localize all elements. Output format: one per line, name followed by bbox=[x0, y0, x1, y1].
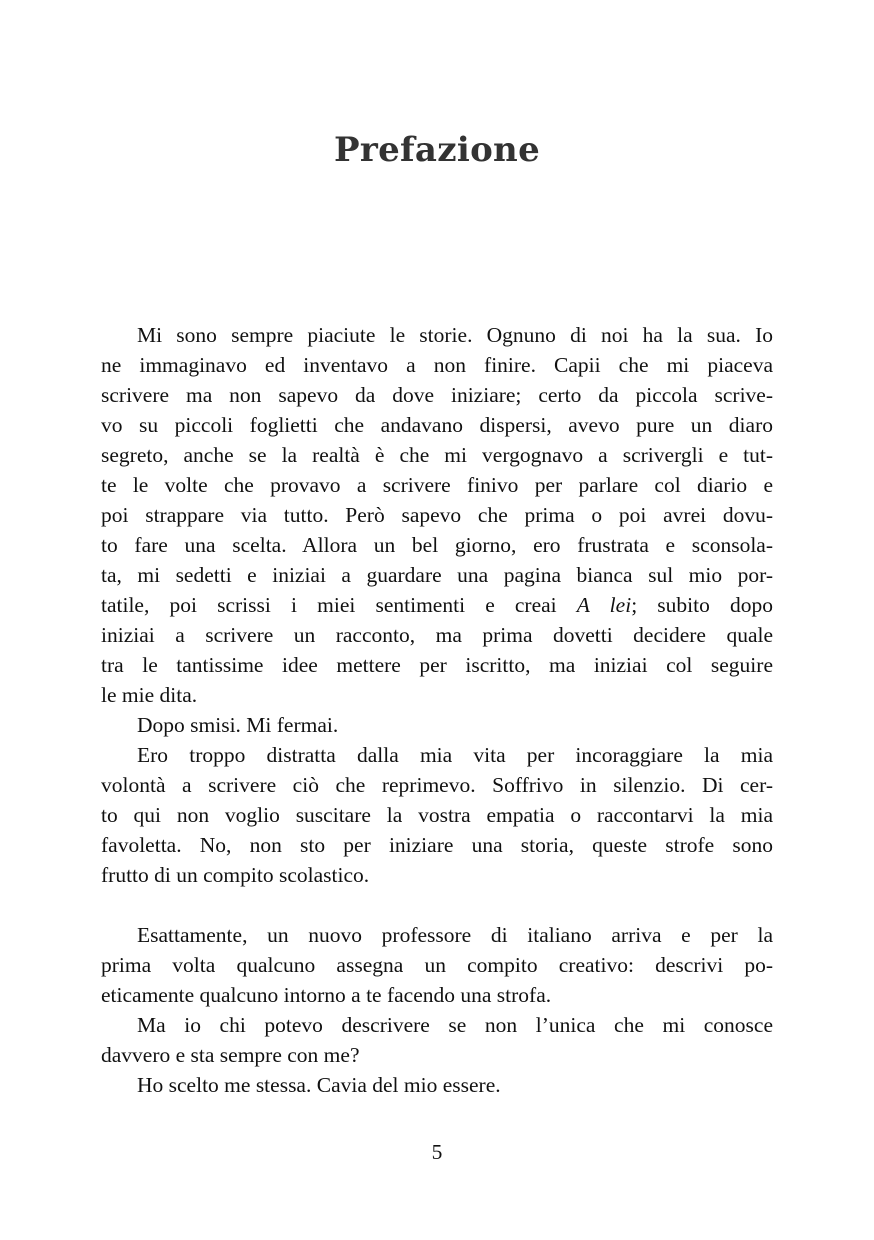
text-line: volontà a scrivere ciò che reprimevo. Soffrivo in silenzio. Di cer- bbox=[101, 773, 773, 797]
text-line: frutto di un compito scolastico. bbox=[101, 863, 370, 887]
text-line: Mi sono sempre piaciute le storie. Ognuno di noi ha la sua. Io bbox=[137, 323, 773, 347]
text-line: le mie dita. bbox=[101, 683, 198, 707]
text-line: Ma io chi potevo descrivere se non l’unica che mi conosce bbox=[137, 1013, 773, 1037]
text-line: to fare una scelta. Allora un bel giorno, ero frustrata e sconsola- bbox=[101, 533, 773, 557]
text-line: te le volte che provavo a scrivere finivo per parlare col diario e bbox=[101, 473, 773, 497]
poem-title-italic: A lei bbox=[576, 593, 632, 617]
paragraph-gap bbox=[101, 890, 773, 920]
page-number: 5 bbox=[431, 1140, 443, 1164]
text-line: Ho scelto me stessa. Cavia del mio essere. bbox=[137, 1073, 501, 1097]
text-line: Esattamente, un nuovo professore di italiano arriva e per la bbox=[137, 923, 773, 947]
chapter-title: Prefazione bbox=[333, 130, 541, 170]
text-line: ta, mi sedetti e iniziai a guardare una pagina bianca sul mio por- bbox=[101, 563, 773, 587]
preface-body bbox=[101, 320, 773, 1100]
text-line: scrivere ma non sapevo da dove iniziare; certo da piccola scrive- bbox=[101, 383, 773, 407]
text-line: davvero e sta sempre con me? bbox=[101, 1043, 360, 1067]
text-run: ; subito dopo bbox=[631, 593, 774, 617]
text-line: ne immaginavo ed inventavo a non finire. Capii che mi piaceva bbox=[101, 353, 773, 377]
text-line: prima volta qualcuno assegna un compito creativo: descrivi po- bbox=[101, 953, 773, 977]
text-run: tatile, poi scrissi i miei sentimenti e creai bbox=[101, 593, 577, 617]
text-line bbox=[101, 590, 773, 620]
text-line: iniziai a scrivere un racconto, ma prima dovetti decidere quale bbox=[101, 623, 773, 647]
text-line: Dopo smisi. Mi fermai. bbox=[137, 713, 339, 737]
text-line: eticamente qualcuno intorno a te facendo una strofa. bbox=[101, 983, 552, 1007]
text-line: tra le tantissime idee mettere per iscritto, ma iniziai col seguire bbox=[101, 653, 773, 677]
text-line: favoletta. No, non sto per iniziare una storia, queste strofe sono bbox=[101, 833, 773, 857]
text-line: poi strappare via tutto. Però sapevo che prima o poi avrei dovu- bbox=[101, 503, 773, 527]
text-line: Ero troppo distratta dalla mia vita per incoraggiare la mia bbox=[137, 743, 773, 767]
text-line: vo su piccoli foglietti che andavano dispersi, avevo pure un diaro bbox=[101, 413, 773, 437]
text-line: to qui non voglio suscitare la vostra empatia o raccontarvi la mia bbox=[101, 803, 773, 827]
text-line: segreto, anche se la realtà è che mi vergognavo a scrivergli e tut- bbox=[101, 443, 773, 467]
